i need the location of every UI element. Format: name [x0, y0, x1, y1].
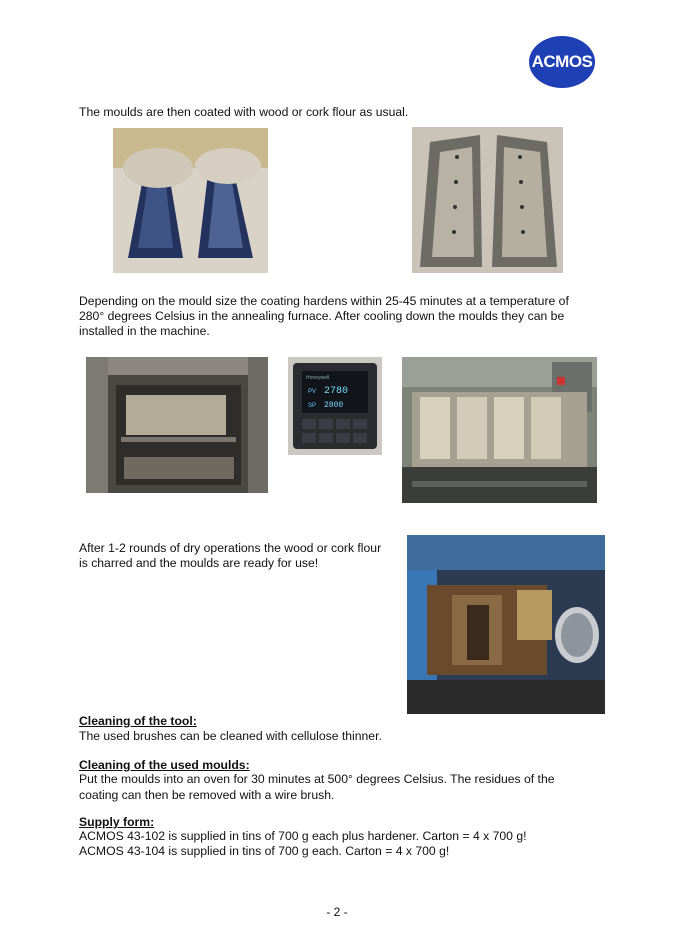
hardening-line-2: 280° degrees Celsius in the annealing furnace. After cooling down the moulds they can be — [79, 309, 565, 323]
annealing-furnace-photo — [86, 357, 268, 500]
coating-paragraph: The moulds are then coated with wood or cork flour as usual. — [79, 105, 409, 119]
page-number: - 2 - — [326, 905, 348, 919]
coated-moulds-photo-right — [412, 127, 563, 273]
cleaning-moulds-body-line-2: coating can then be removed with a wire brush. — [79, 788, 335, 802]
acmos-logo: ACMOS — [529, 36, 595, 88]
cleaning-tool-heading: Cleaning of the tool: — [79, 714, 197, 728]
controller-sp-label: SP — [308, 403, 317, 409]
machine-ready-photo — [407, 535, 605, 714]
supply-form-line-1: ACMOS 43-102 is supplied in tins of 700 g each plus hardener. Carton = 4 x 700 g! — [79, 829, 527, 843]
supply-form-heading: Supply form: — [79, 815, 155, 829]
supply-form-line-2: ACMOS 43-104 is supplied in tins of 700 g each. Carton = 4 x 700 g! — [79, 844, 450, 858]
cleaning-moulds-body-line-1: Put the moulds into an oven for 30 minutes at 500° degrees Celsius. The residues of the — [79, 772, 555, 786]
moulds-installed-photo — [402, 357, 597, 503]
controller-pv: 2780 — [324, 386, 349, 397]
controller-brand: Honeywell — [306, 375, 330, 381]
hardening-line-3: installed in the machine. — [79, 324, 210, 338]
hardening-line-1: Depending on the mould size the coating hardens within 25-45 minutes at a temperature of — [79, 294, 569, 308]
coated-moulds-photo-left — [113, 128, 268, 273]
temperature-controller-photo — [288, 357, 382, 455]
controller-sp: 2800 — [324, 401, 344, 410]
charred-line-2: is charred and the moulds are ready for use! — [79, 556, 319, 570]
cleaning-tool-body: The used brushes can be cleaned with cellulose thinner. — [79, 729, 382, 743]
charred-line-1: After 1-2 rounds of dry operations the wood or cork flour — [79, 541, 382, 555]
controller-pv-label: PV — [308, 389, 317, 395]
cleaning-moulds-heading: Cleaning of the used moulds: — [79, 758, 250, 772]
